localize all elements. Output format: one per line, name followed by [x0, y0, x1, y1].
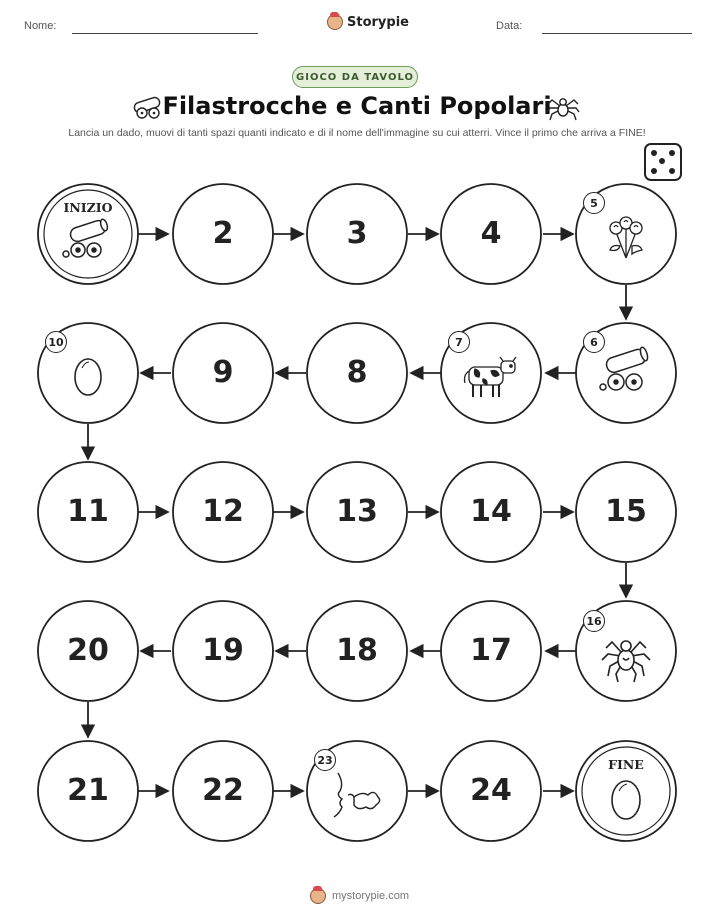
egg-icon: [75, 359, 101, 395]
space-number: 18: [336, 633, 378, 668]
date-label: Data:: [496, 20, 523, 32]
footer-site[interactable]: mystorypie.com: [332, 890, 410, 902]
space-badge: 23: [314, 749, 336, 771]
space-number: 3: [346, 216, 368, 251]
space-number: 9: [212, 355, 234, 390]
space-number: 4: [480, 216, 502, 251]
egg-icon: [612, 781, 640, 819]
space-badge: 6: [583, 331, 605, 353]
instructions: Lancia un dado, muovi di tanti spazi quanti indicato e di il nome dell'immagine su cui atterri. Vince il primo che arriva a FINE!: [68, 127, 646, 139]
space-badge: 10: [45, 331, 67, 353]
space-number: 22: [202, 773, 244, 808]
space-number: 17: [470, 633, 512, 668]
space-badge: 7: [448, 331, 470, 353]
space-number: 13: [336, 494, 378, 529]
space-badge: 16: [583, 610, 605, 632]
start-label: INIZIO: [63, 200, 113, 215]
space-number: 2: [212, 216, 234, 251]
brand-name: Storypie: [347, 14, 409, 30]
footer: [310, 888, 409, 904]
page-title: Filastrocche e Canti Popolari: [162, 92, 552, 120]
space-number: 21: [67, 773, 109, 808]
category-badge: GIOCO DA TAVOLO: [292, 66, 418, 88]
space-number: 20: [67, 633, 109, 668]
space-number: 24: [470, 773, 512, 808]
space-number: 14: [470, 494, 512, 529]
space-number: 19: [202, 633, 244, 668]
end-label: FINE: [608, 757, 644, 772]
space-number: 12: [202, 494, 244, 529]
space-number: 8: [346, 355, 368, 390]
mascot-icon: [310, 888, 326, 904]
name-label: Nome:: [24, 20, 57, 32]
space-number: 15: [605, 494, 647, 529]
space-badge: 5: [583, 192, 605, 214]
space-number: 11: [67, 494, 109, 529]
